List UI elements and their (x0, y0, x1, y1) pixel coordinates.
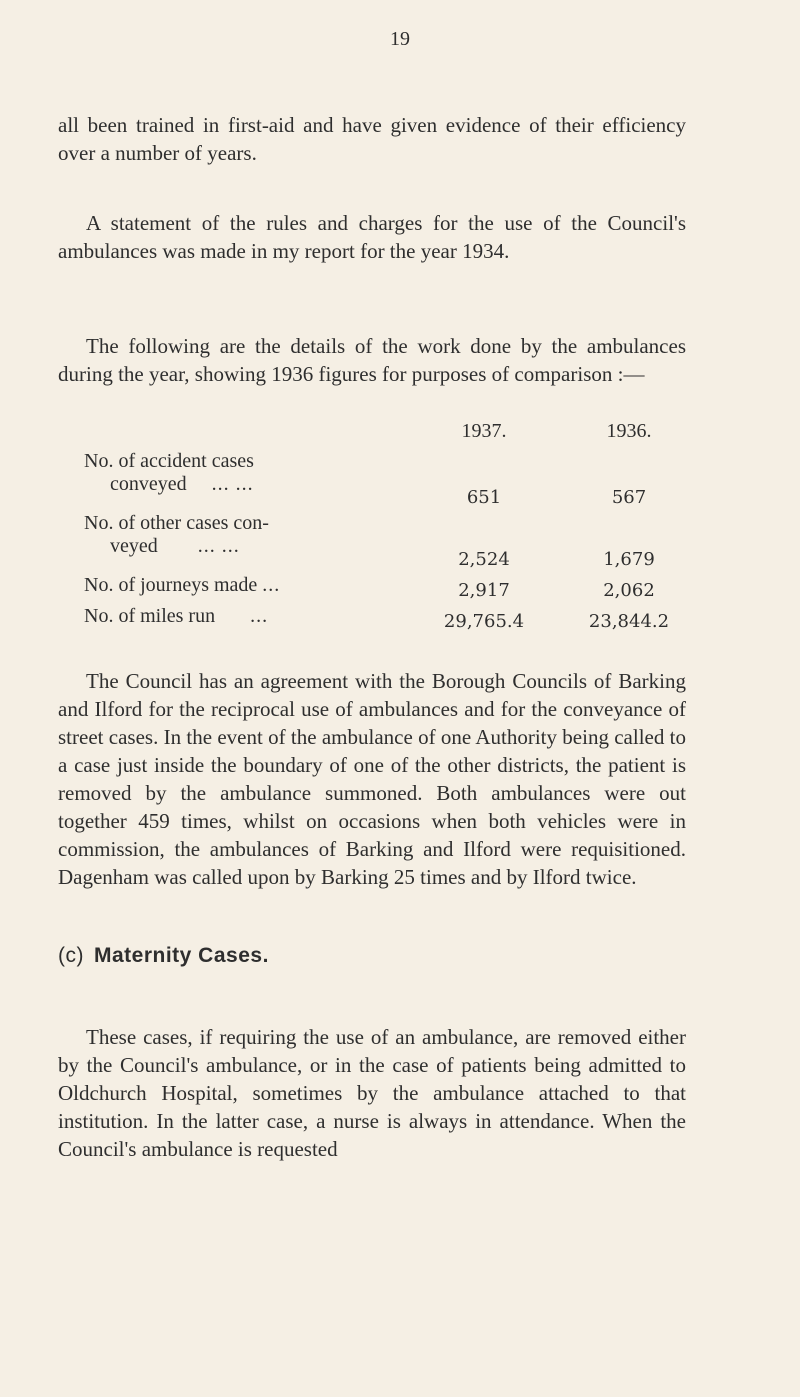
value-1936: 1,679 (603, 549, 655, 570)
paragraph-agreement: The Council has an agreement with the Borough Councils of Barking and Ilford for the reciprocal use of ambulances and for the conveyance of street cases. In the event of the ambulance of one Authority being called to a case just inside the boundary of one of the other districts, the patient is removed by the ambulance summoned. Both ambulances were out together 459 times, whilst on occasions when both vehicles were in commission, the ambulances of Barking and Ilford were requisitioned. Dagenham was called upon by Barking 25 times and by Ilford twice. (58, 669, 686, 889)
value-1937: 29,765.4 (443, 611, 525, 632)
paragraph-work-details: The following are the details of the work done by the ambulances during the year, showing 1936 figures for purposes of comparison :— (58, 334, 686, 386)
column-header-1937: 1937. (461, 420, 507, 442)
leader-dots: ... (250, 605, 269, 627)
row-label-line1: No. of other cases con- (84, 512, 269, 534)
row-label-line1: No. of accident cases (84, 450, 254, 472)
leader-dots: ... (262, 574, 281, 596)
page-number: 19 (390, 28, 410, 50)
table-row (84, 450, 688, 512)
row-label (84, 512, 379, 558)
section-heading (58, 944, 686, 968)
ambulance-statistics-table (84, 420, 688, 636)
section-marker: (c) (58, 944, 84, 967)
section-title: Maternity Cases. (94, 944, 269, 967)
row-label-text: No. of miles run (84, 605, 216, 627)
value-1936: 567 (611, 487, 647, 508)
row-label-line2 (84, 473, 379, 496)
value-1937: 2,524 (458, 549, 510, 570)
value-1937: 2,917 (458, 580, 510, 601)
row-label-text: No. of journeys made (84, 574, 258, 596)
value-1937: 651 (466, 487, 502, 508)
leader-dots: ... ... (197, 535, 240, 557)
paragraph-maternity-cases: These cases, if requiring the use of an ambulance, are removed either by the Council's ambulance, or in the case of patients being admitted to Oldchurch Hospital, sometimes by the ambulance attached to that institution. In the latter case, a nurse is always in attendance. When the Council's ambulance is requested (58, 1025, 686, 1161)
row-label-text: conveyed (110, 473, 187, 495)
table-header (84, 420, 688, 450)
column-header-1936: 1936. (606, 420, 652, 442)
row-label-text: veyed (110, 535, 158, 557)
row-label-line2 (84, 535, 379, 558)
row-label (84, 605, 379, 628)
paragraph-first-aid: all been trained in first-aid and have given evidence of their efficiency over a number of years. (58, 113, 686, 165)
row-label (84, 450, 379, 496)
table-row (84, 605, 688, 636)
row-label (84, 574, 379, 597)
paragraph-rules-charges: A statement of the rules and charges for the use of the Council's ambulances was made in my report for the year 1934. (58, 211, 686, 263)
table-row (84, 512, 688, 574)
table-row (84, 574, 688, 605)
value-1936: 2,062 (603, 580, 655, 601)
leader-dots: ... ... (211, 473, 254, 495)
value-1936: 23,844.2 (588, 611, 670, 632)
